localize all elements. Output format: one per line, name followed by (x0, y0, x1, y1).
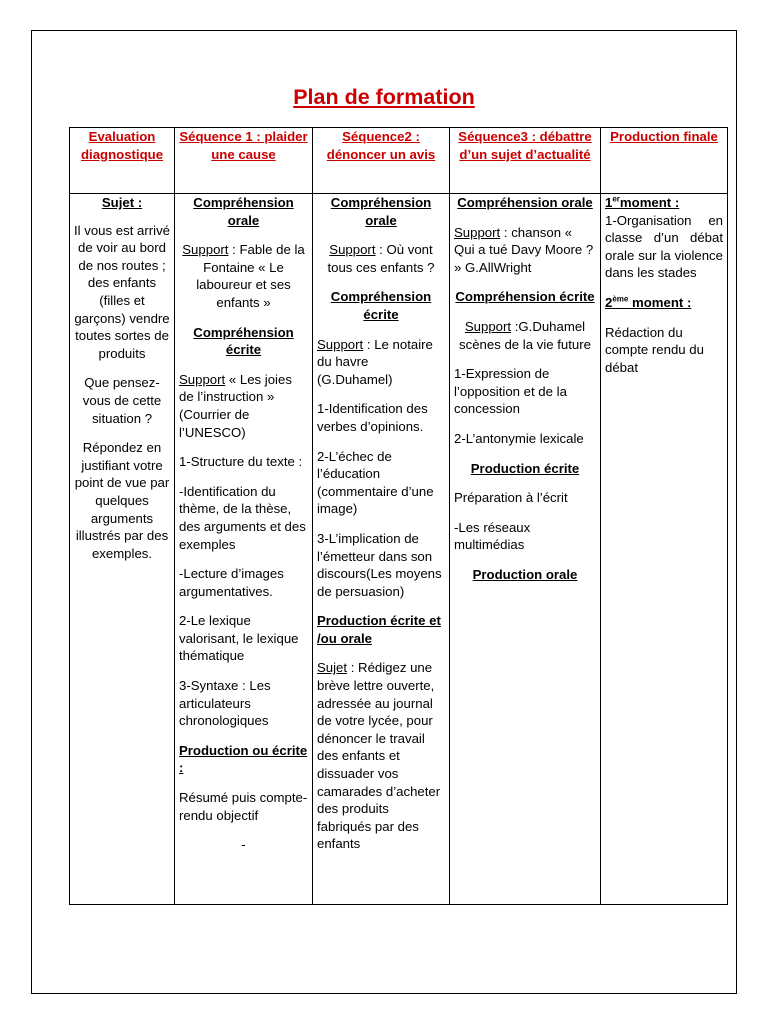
moment-1-word: moment : (619, 195, 680, 210)
seq1-item-4: 2-Le lexique valorisant, le lexique thématique (179, 613, 299, 664)
seq2-item-3: 3-L’implication de l’émetteur dans son discours(Les moyens de persuasion) (317, 530, 442, 599)
support-text: : chanson « Qui a tué Davy Moore ? » G.AllWright (454, 224, 594, 275)
seq1-production-heading: Production ou écrite : (179, 742, 308, 776)
header-sequence-3-label: Séquence3 : débattre d’un sujet d’actualité (458, 129, 592, 162)
seq2-production-heading: Production écrite et /ou orale (317, 613, 441, 646)
support-text: : Le notaire du havre (G.Duhamel) (317, 336, 433, 387)
seq2-sujet (317, 659, 445, 853)
seq1-item-5: 3-Syntaxe : Les articulateurs chronologiques (179, 678, 271, 729)
moment-1-sup: er (612, 194, 620, 204)
seq1-dash: - (241, 837, 246, 853)
moment-2-text: Rédaction du compte rendu du débat (605, 324, 704, 375)
moment-2-word: moment : (628, 294, 692, 310)
cell-sequence-1 (175, 194, 313, 905)
page-title: Plan de formation (293, 85, 475, 109)
moment-1-text: 1-Organisation en classe d’un débat orale sur la violence dans les stades (605, 212, 723, 281)
moment-2-number: 2 (605, 294, 613, 310)
header-evaluation (70, 128, 175, 194)
support-text: :G.Duhamel scènes de la vie future (459, 318, 591, 352)
evaluation-paragraph-1: Il vous est arrivé de voir au bord de nos routes ; des enfants (filles et garçons) vendre toutes sortes de produits (74, 222, 171, 361)
header-sequence-2 (313, 128, 450, 194)
moment-1-number: 1 (605, 195, 613, 210)
evaluation-paragraph-3: Répondez en justifiant votre point de vue par quelques arguments illustrés par des exemples. (74, 440, 170, 561)
header-sequence-1-label: Séquence 1 : plaider une cause (179, 129, 308, 162)
sujet-heading: Sujet : (101, 195, 143, 210)
seq3-item-3: Préparation à l’écrit (454, 490, 568, 506)
seq2-item-2: 2-L’échec de l’éducation (commentaire d’une image) (317, 448, 434, 517)
seq1-item-6: Résumé puis compte-rendu objectif (179, 790, 308, 823)
header-sequence-1 (175, 128, 313, 194)
support-label: Support (329, 242, 376, 258)
cell-sequence-2 (313, 194, 450, 905)
seq3-comprehension-ecrite: Compréhension écrite (455, 289, 595, 305)
header-evaluation-label: Evaluation diagnostique (80, 129, 164, 162)
support-label: Support (179, 371, 226, 387)
seq1-item-2: -Identification du thème, de la thèse, des arguments et des exemples (179, 483, 306, 552)
sujet-label: Sujet (317, 660, 348, 676)
sujet-text: : Rédigez une brève lettre ouverte, adressée au journal de votre lycée, pour dénoncer le travail des enfants et dissuader vos camarades d’acheter des produits fabriqués par des enfants (317, 660, 441, 852)
seq3-comprehension-orale: Compréhension orale (457, 195, 593, 210)
evaluation-paragraph-2: Que pensez-vous de cette situation ? (82, 375, 162, 426)
moment-1-heading (605, 194, 723, 212)
seq2-item-1: 1-Identification des verbes d’opinions. (317, 401, 428, 434)
seq3-support-2 (454, 318, 596, 353)
table-header-row (70, 128, 728, 194)
support-text: : Où vont tous ces enfants ? (327, 242, 435, 275)
seq3-item-2: 2-L’antonymie lexicale (454, 430, 584, 446)
seq1-item-1: 1-Structure du texte : (179, 454, 303, 470)
seq1-item-3: -Lecture d’images argumentatives. (179, 566, 284, 599)
formation-plan-table (69, 127, 728, 905)
seq1-comprehension-orale: Compréhension orale (193, 195, 294, 228)
seq3-support-1 (454, 224, 596, 277)
header-sequence-3 (450, 128, 601, 194)
seq3-production-ecrite: Production écrite (470, 460, 580, 476)
seq2-comprehension-ecrite: Compréhension écrite (330, 289, 432, 322)
header-sequence-2-label: Séquence2 : dénoncer un avis (326, 129, 436, 162)
support-label: Support (464, 318, 512, 334)
support-text: « Les joies de l’instruction » (Courrier de l’UNESCO) (179, 371, 292, 440)
support-label: Support (317, 336, 364, 352)
seq1-comprehension-ecrite: Compréhension écrite (193, 324, 294, 358)
seq2-support-2 (317, 336, 445, 389)
header-production-finale-label: Production finale (610, 129, 718, 144)
seq2-comprehension-orale: Compréhension orale (330, 195, 432, 228)
support-label: Support (182, 242, 229, 258)
seq3-item-4: -Les réseaux multimédias (454, 519, 531, 553)
cell-production-finale (601, 194, 728, 905)
moment-2-heading (605, 294, 723, 312)
cell-evaluation (70, 194, 175, 905)
support-text: : Fable de la Fontaine « Le laboureur et ses enfants » (196, 242, 305, 310)
support-label: Support (454, 224, 501, 240)
seq1-support-1 (179, 241, 308, 311)
seq3-production-orale: Production orale (472, 566, 578, 582)
cell-sequence-3 (450, 194, 601, 905)
header-production-finale (601, 128, 728, 194)
seq2-support-1 (317, 241, 445, 276)
moment-2-sup: ème (612, 294, 629, 304)
seq1-support-2 (179, 371, 308, 441)
table-body-row (70, 194, 728, 905)
seq3-item-1: 1-Expression de l’opposition et de la concession (454, 366, 567, 417)
